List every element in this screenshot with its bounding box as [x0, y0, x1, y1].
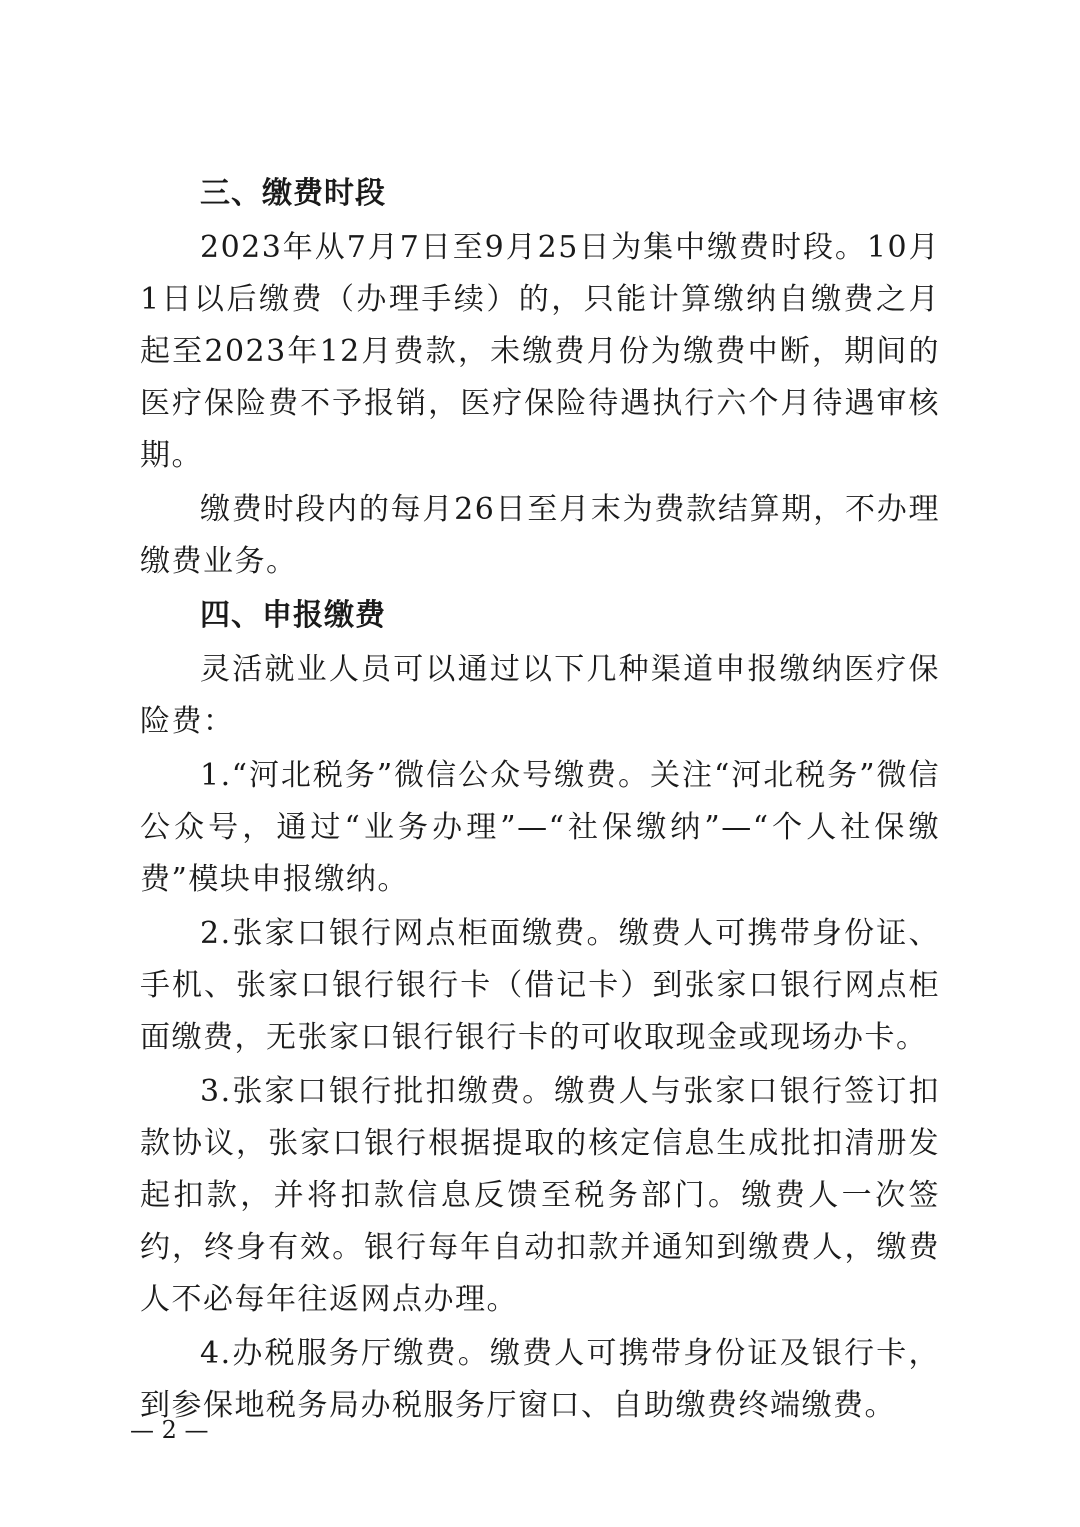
paragraph-payment-period-1: 2023年从7月7日至9月25日为集中缴费时段。10月1日以后缴费（办理手续）的，只能计算缴纳自缴费之月起至2023年12月费款，未缴费月份为缴费中断，期间的医疗保险费不予报销，医疗保险待遇执行六个月待遇审核期。: [140, 230, 940, 473]
paragraph-channel-tax-hall: 4.办税服务厅缴费。缴费人可携带身份证及银行卡，到参保地税务局办税服务厅窗口、自助缴费终端缴费。: [140, 1336, 940, 1423]
document-body: [140, 168, 940, 1432]
paragraph-payment-period-2: 缴费时段内的每月26日至月末为费款结算期，不办理缴费业务。: [140, 492, 940, 579]
section-heading-payment-period: 三、缴费时段: [200, 176, 386, 211]
paragraph-channel-bank-batch: 3.张家口银行批扣缴费。缴费人与张家口银行签订扣款协议，张家口银行根据提取的核定信息生成批扣清册发起扣款，并将扣款信息反馈至税务部门。缴费人一次签约，终身有效。银行每年自动扣款并通知到缴费人，缴费人不必每年往返网点办理。: [140, 1074, 940, 1317]
paragraph-channel-wechat: 1.“河北税务”微信公众号缴费。关注“河北税务”微信公众号，通过“业务办理”—“社保缴纳”—“个人社保缴费”模块申报缴纳。: [140, 758, 940, 897]
paragraph-channel-bank-counter: 2.张家口银行网点柜面缴费。缴费人可携带身份证、手机、张家口银行银行卡（借记卡）到张家口银行网点柜面缴费，无张家口银行银行卡的可收取现金或现场办卡。: [140, 916, 940, 1055]
section-heading-declare-payment: 四、申报缴费: [200, 598, 386, 633]
page-number: — 2 —: [130, 1416, 209, 1444]
paragraph-declare-intro: 灵活就业人员可以通过以下几种渠道申报缴纳医疗保险费：: [140, 652, 940, 739]
